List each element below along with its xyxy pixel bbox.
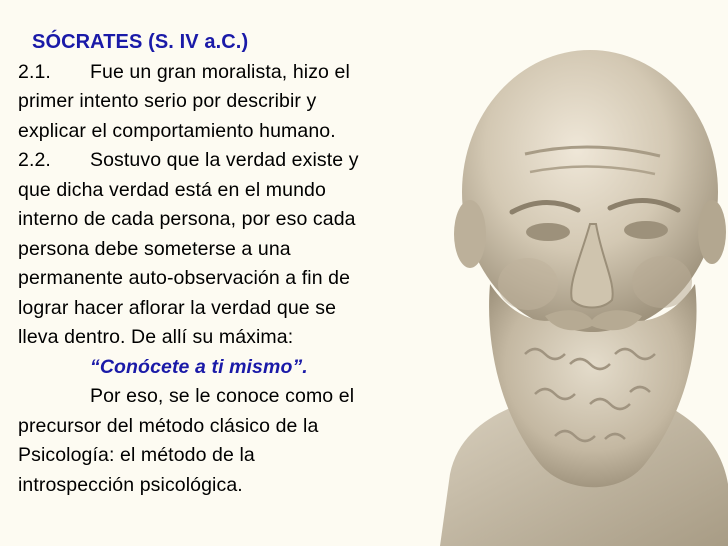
- text-line: [18, 146, 448, 176]
- slide-title: SÓCRATES (S. IV a.C.): [32, 31, 249, 53]
- maxim: “Conócete a ti mismo”.: [90, 355, 308, 378]
- bust-ear-left: [454, 200, 486, 268]
- text-line: Psicología: el método de la: [18, 444, 255, 466]
- text-line: introspección psicológica.: [18, 473, 243, 496]
- item-number: 2.1.: [18, 60, 51, 83]
- bust-ear-right: [698, 200, 726, 264]
- text-line: lograr hacer aflorar la verdad que se: [18, 296, 337, 319]
- maxim-line: [18, 353, 448, 383]
- text-block: [18, 28, 448, 500]
- line-text: Por eso, se le conoce como el: [90, 385, 355, 407]
- text-line: permanente auto-observación a fin de: [18, 267, 351, 289]
- line-text: Sostuvo que la verdad existe y: [90, 149, 359, 171]
- text-line: primer intento serio por describir y: [18, 90, 317, 112]
- text-line: interno de cada persona, por eso cada: [18, 208, 356, 230]
- socrates-bust-image: [440, 44, 728, 546]
- text-line: [18, 382, 448, 412]
- text-line: precursor del método clásico de la: [18, 414, 319, 437]
- text-line: persona debe someterse a una: [18, 237, 291, 260]
- line-text: Fue un gran moralista, hizo el: [90, 60, 350, 83]
- text-line: explicar el comportamiento humano.: [18, 119, 336, 142]
- item-number: 2.2.: [18, 149, 51, 171]
- text-line: [18, 58, 448, 88]
- text-line: que dicha verdad está en el mundo: [18, 178, 326, 201]
- text-line: lleva dentro. De allí su máxima:: [18, 326, 294, 348]
